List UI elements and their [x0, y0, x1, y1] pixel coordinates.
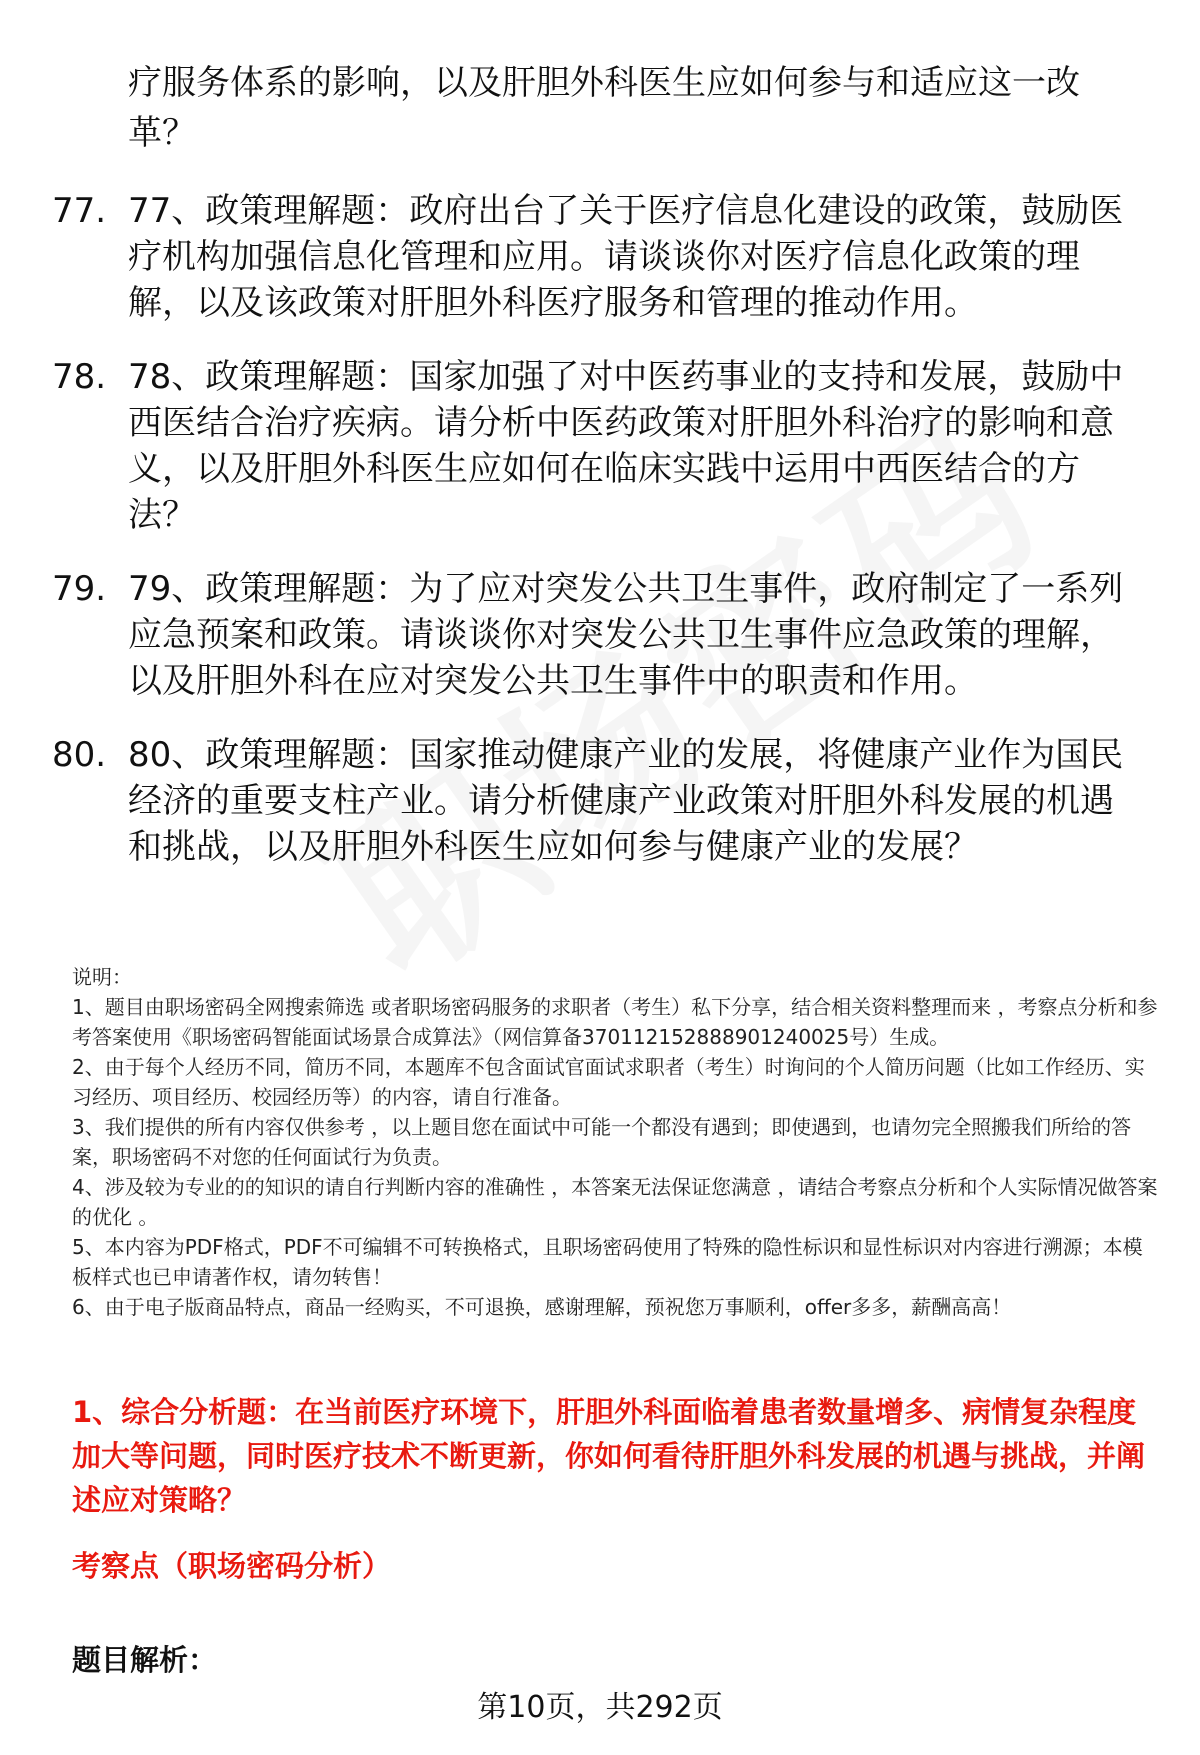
- question-text: 79、政策理解题：为了应对突发公共卫生事件，政府制定了一系列应急预案和政策。请谈谈你对突发公共卫生事件应急政策的理解，以及肝胆外科在应对突发公共卫生事件中的职责和作用。: [128, 569, 1124, 701]
- question-analysis-heading: 题目解析：: [72, 1643, 218, 1677]
- note-item: 2、由于每个人经历不同，简历不同，本题库不包含面试官面试求职者（考生）时询问的个人简历问题（比如工作经历、实习经历、项目经历、校园经历等）的内容，请自行准备。: [72, 1055, 1145, 1109]
- question-number: 78.: [52, 357, 107, 397]
- question-text: 78、政策理解题：国家加强了对中医药事业的支持和发展，鼓励中西医结合治疗疾病。请分析中医药政策对肝胆外科治疗的影响和意义，以及肝胆外科医生应如何在临床实践中运用中西医结合的方法？: [128, 357, 1124, 535]
- note-item: 6、由于电子版商品特点，商品一经购买，不可退换，感谢理解，预祝您万事顺利，offer多多，薪酬高高！: [72, 1295, 1012, 1319]
- question-item: [52, 354, 1142, 538]
- featured-question: 1、综合分析题：在当前医疗环境下，肝胆外科面临着患者数量增多、病情复杂程度加大等问题，同时医疗技术不断更新，你如何看待肝胆外科发展的机遇与挑战，并阐述应对策略？: [72, 1395, 1146, 1517]
- question-item: [52, 188, 1142, 326]
- question-item: [52, 566, 1142, 704]
- question-item: [52, 732, 1142, 870]
- disclaimer-notes: [72, 962, 1162, 1322]
- notes-title: 说明：: [72, 965, 132, 989]
- question-text: 77、政策理解题：政府出台了关于医疗信息化建设的政策，鼓励医疗机构加强信息化管理和应用。请谈谈你对医疗信息化政策的理解，以及该政策对肝胆外科医疗服务和管理的推动作用。: [128, 191, 1124, 323]
- note-item: 5、本内容为PDF格式，PDF不可编辑不可转换格式，且职场密码使用了特殊的隐性标识和显性标识对内容进行溯源；本模板样式也已申请著作权，请勿转售！: [72, 1235, 1143, 1289]
- question-number: 77.: [52, 191, 107, 231]
- note-item: 3、我们提供的所有内容仅供参考 ，以上题目您在面试中可能一个都没有遇到；即使遇到，也请勿完全照搬我们所给的答案，职场密码不对您的任何面试行为负责。: [72, 1115, 1132, 1169]
- question-number: 80.: [52, 735, 107, 775]
- question-list: [52, 188, 1142, 898]
- note-item: 1、题目由职场密码全网搜索筛选 或者职场密码服务的求职者（考生）私下分享，结合相关资料整理而来 ，考察点分析和参考答案使用《职场密码智能面试场景合成算法》（网信算备370112152888901240025号）生成。: [72, 995, 1158, 1049]
- note-item: 4、涉及较为专业的的知识的请自行判断内容的准确性 ，本答案无法保证您满意 ，请结合考察点分析和个人实际情况做答案的优化 。: [72, 1175, 1158, 1229]
- question-text: 80、政策理解题：国家推动健康产业的发展，将健康产业作为国民经济的重要支柱产业。请分析健康产业政策对肝胆外科发展的机遇和挑战，以及肝胆外科医生应如何参与健康产业的发展？: [128, 735, 1124, 867]
- question-number: 79.: [52, 569, 107, 609]
- continued-question-text: 疗服务体系的影响，以及肝胆外科医生应如何参与和适应这一改革？: [128, 63, 1080, 153]
- assessment-points-heading: 考察点（职场密码分析）: [72, 1549, 392, 1583]
- page-number-footer: 第10页，共292页: [477, 1690, 723, 1725]
